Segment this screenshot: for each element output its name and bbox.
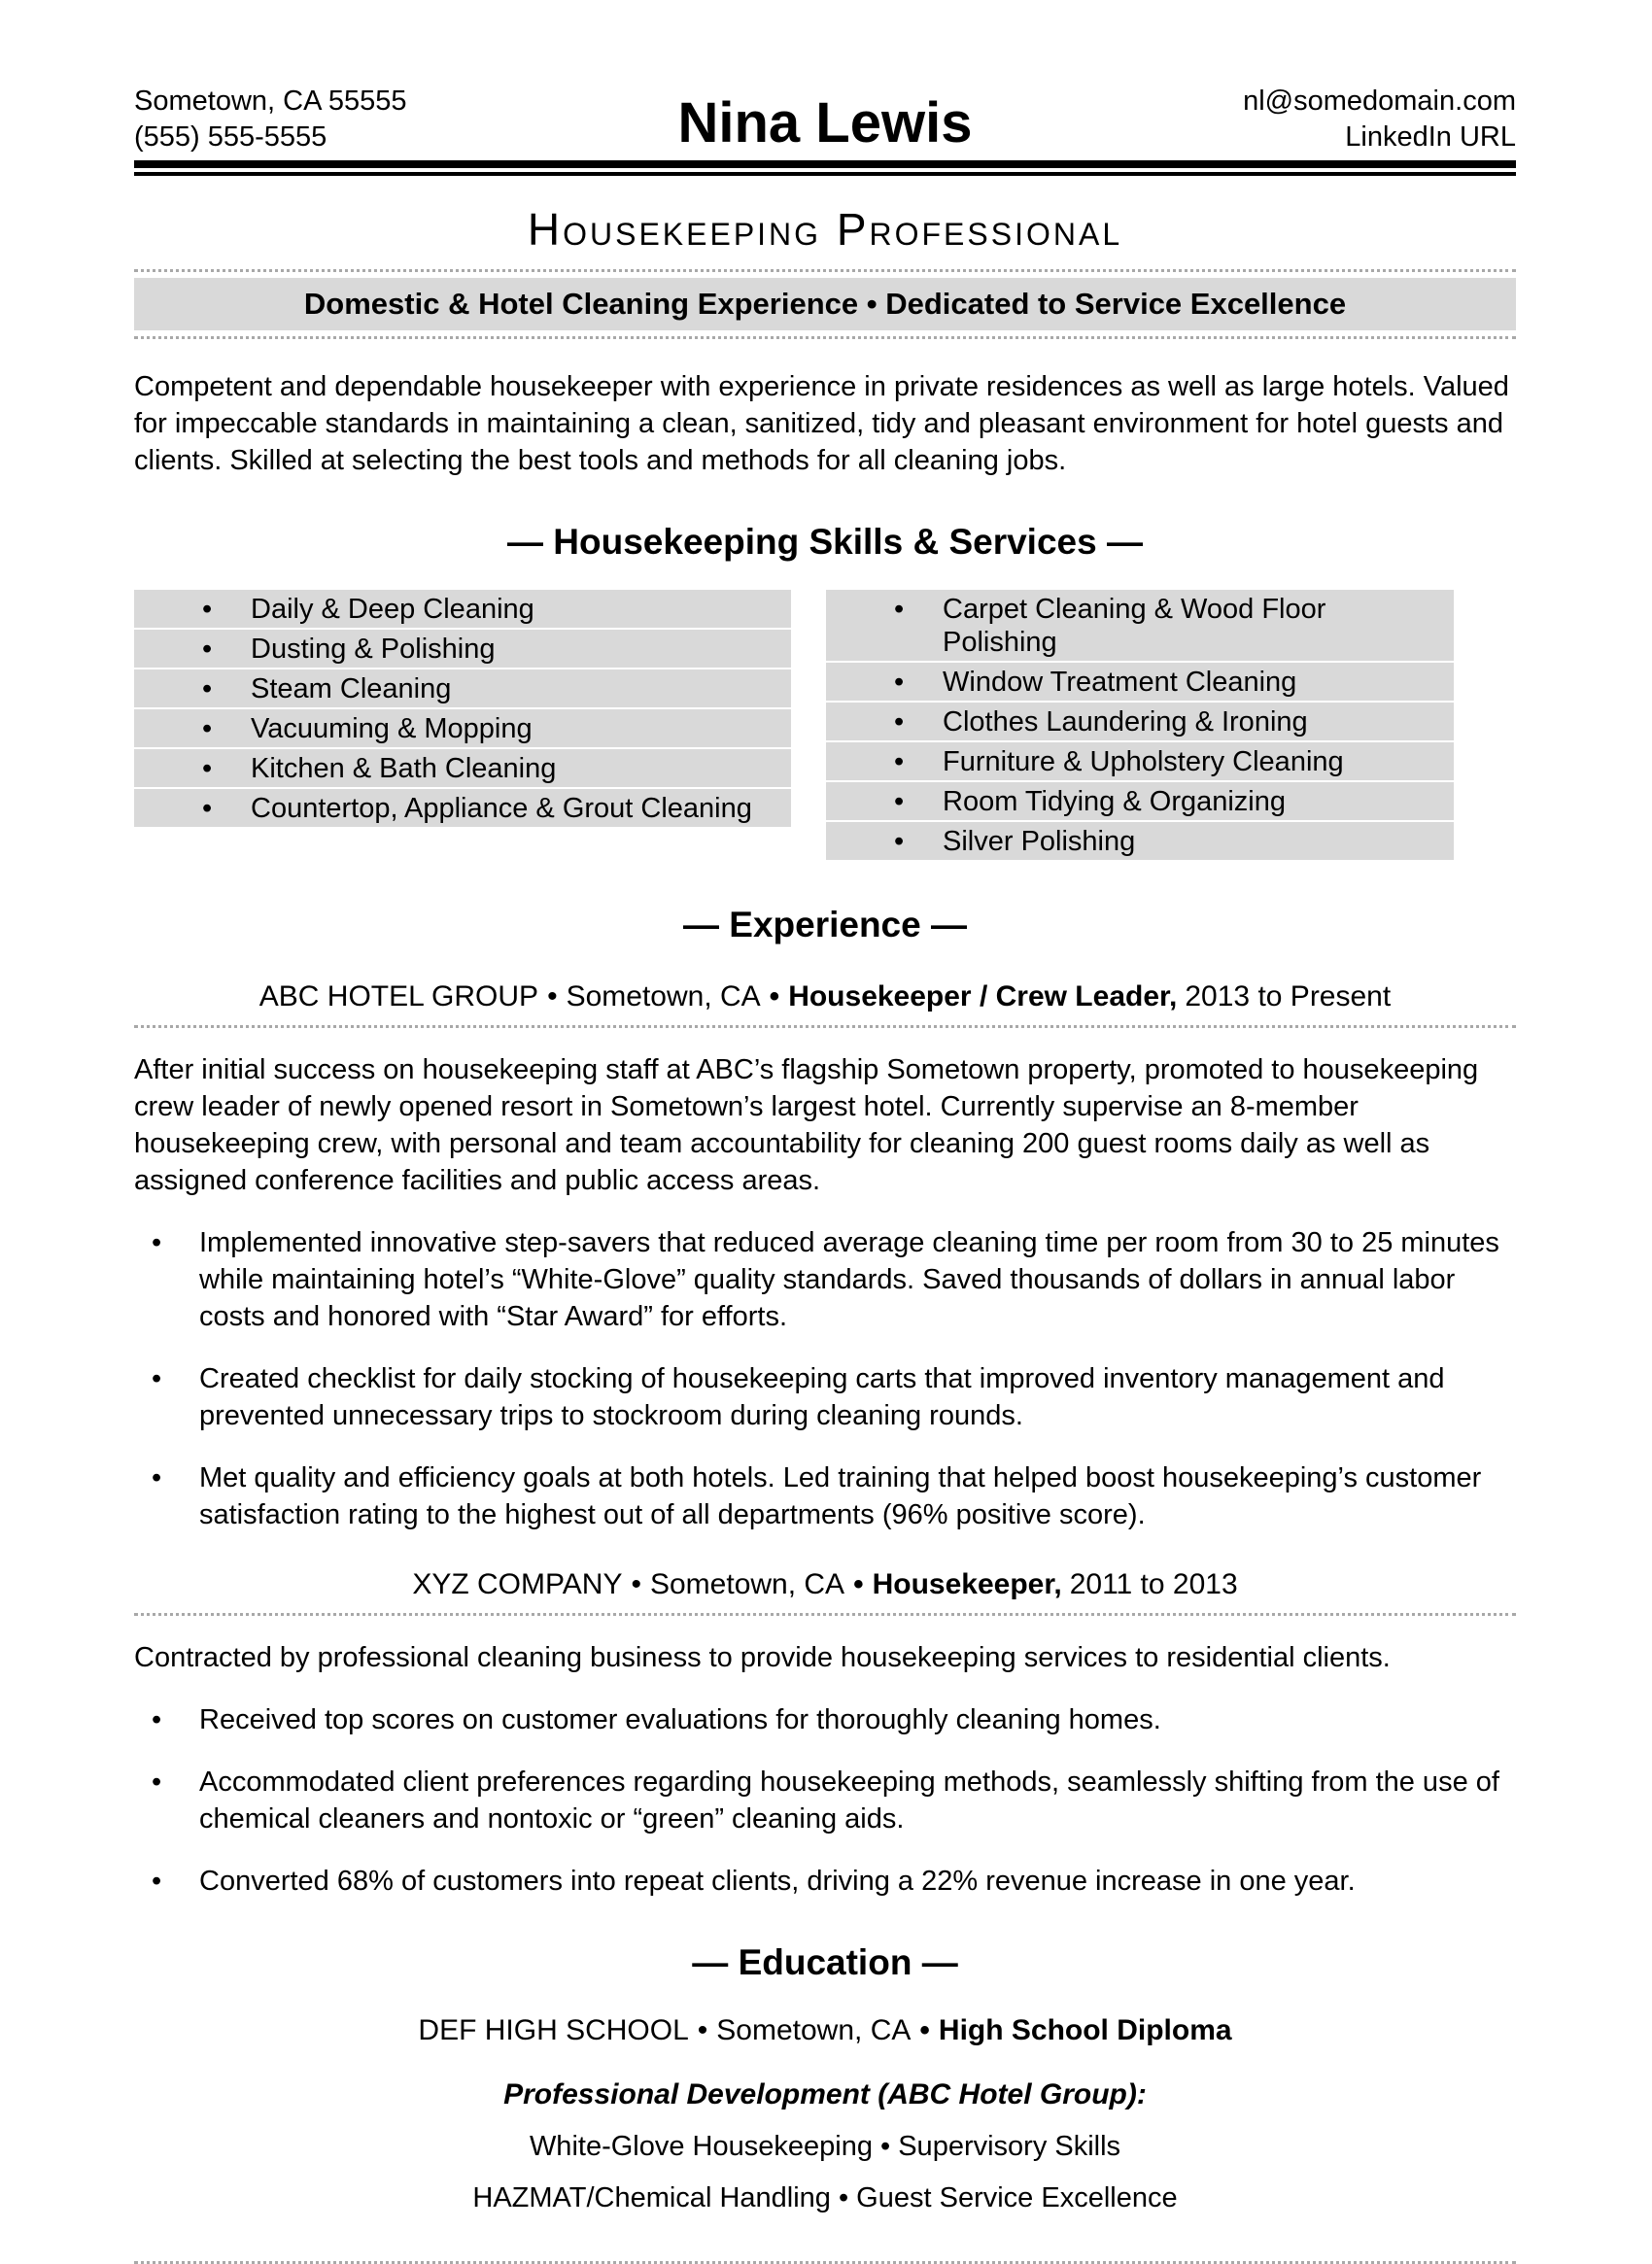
person-name: Nina Lewis [677,91,973,155]
document-title: Housekeeping Professional [527,204,1123,255]
header-contact-right [1059,84,1516,155]
job-dates: 2011 to 2013 [1069,1568,1238,1600]
skills-heading: — Housekeeping Skills & Services — [507,522,1143,562]
job-title: Housekeeper, [872,1568,1062,1600]
header-address: Sometown, CA 55555 [134,86,407,117]
header-rule-thick [134,160,1516,168]
bullet-separator: • [697,2014,708,2046]
professional-development-line: White-Glove Housekeeping • Supervisory Skills [529,2131,1121,2162]
skill-item: • Carpet Cleaning & Wood Floor Polishing [826,590,1454,661]
bullet-separator: • [769,980,780,1012]
skills-list-left [134,590,791,862]
school-location: Sometown, CA [716,2014,912,2046]
skill-item: • Dusting & Polishing [134,630,791,668]
divider-dotted [134,269,1516,272]
bullet-separator: • [853,1568,864,1600]
job-location: Sometown, CA [566,980,761,1012]
divider-dotted [134,1025,1516,1028]
divider-dotted [134,1613,1516,1616]
bullet-separator: • [919,2014,930,2046]
skill-item: • Daily & Deep Cleaning [134,590,791,628]
professional-development-line: HAZMAT/Chemical Handling • Guest Service Excellence [472,2182,1178,2213]
job-header [134,980,1516,1013]
header-rule-thin [134,172,1516,176]
divider-dotted [134,336,1516,339]
job-bullet-list [134,1701,1516,1900]
education-heading: — Education — [692,1942,958,1982]
skill-item: • Window Treatment Cleaning [826,663,1454,701]
skill-item: • Clothes Laundering & Ironing [826,703,1454,740]
company-name: ABC HOTEL GROUP [258,980,539,1012]
skill-item: • Silver Polishing [826,822,1454,860]
skill-item: • Countertop, Appliance & Grout Cleaning [134,789,791,827]
skills-list-right [826,590,1454,862]
skills-columns [134,590,1516,862]
header-email: nl@somedomain.com [1243,86,1516,117]
job-description: Contracted by professional cleaning business to provide housekeeping services to residential clients. [134,1642,1391,1673]
job-bullet: • Accommodated client preferences regarding housekeeping methods, seamlessly shifting from the use of chemical cleaners and nontoxic or “green” cleaning aids. [134,1764,1516,1837]
job-bullet: • Met quality and efficiency goals at both hotels. Led training that helped boost housekeeping’s customer satisfaction rating to the highest out of all departments (96% positive score). [134,1459,1516,1533]
experience-heading: — Experience — [682,905,967,944]
job-header [134,1568,1516,1601]
header-phone: (555) 555-5555 [134,121,327,153]
school-line [134,2014,1516,2047]
skill-item: • Furniture & Upholstery Cleaning [826,742,1454,780]
job-description: After initial success on housekeeping staff at ABC’s flagship Sometown property, promoted to housekeeping crew leader of newly opened resort in Sometown’s largest hotel. Currently supervise an 8-member housekeeping crew, with personal and team accountability for cleaning 200 guest rooms daily as well as assigned conference facilities and public access areas. [134,1054,1479,1196]
job-title: Housekeeper / Crew Leader, [788,980,1178,1012]
job-bullet: • Received top scores on customer evaluations for thoroughly cleaning homes. [134,1701,1516,1738]
job-bullet-list [134,1224,1516,1533]
company-name: XYZ COMPANY [412,1568,623,1600]
job-bullet: • Implemented innovative step-savers that reduced average cleaning time per room from 30 to 25 minutes while maintaining hotel’s “White-Glove” quality standards. Saved thousands of dollars in annual labor costs and honored with “Star Award” for efforts. [134,1224,1516,1335]
job-location: Sometown, CA [649,1568,845,1600]
professional-development-heading: Professional Development (ABC Hotel Group): [503,2078,1147,2110]
job-dates: 2013 to Present [1185,980,1392,1012]
header-contact-left [134,84,591,155]
job-bullet: • Created checklist for daily stocking of housekeeping carts that improved inventory management and prevented unnecessary trips to stockroom during cleaning rounds. [134,1360,1516,1434]
job-bullet: • Converted 68% of customers into repeat clients, driving a 22% revenue increase in one year. [134,1863,1516,1900]
school-name: DEF HIGH SCHOOL [418,2014,689,2046]
header [134,84,1516,155]
degree: High School Diploma [938,2014,1232,2046]
skill-item: • Steam Cleaning [134,669,791,707]
summary-paragraph: Competent and dependable housekeeper with experience in private residences as well as large hotels. Valued for impeccable standards in maintaining a clean, sanitized, tidy and pleasant environment for hotel guests and clients. Skilled at selecting the best tools and methods for all cleaning jobs. [134,371,1509,476]
header-linkedin: LinkedIn URL [1345,121,1516,153]
skill-item: • Room Tidying & Organizing [826,782,1454,820]
bullet-separator: • [631,1568,641,1600]
skill-item: • Kitchen & Bath Cleaning [134,749,791,787]
qualification-banner: Domestic & Hotel Cleaning Experience • Dedicated to Service Excellence [134,278,1516,330]
bullet-separator: • [547,980,558,1012]
skill-item: • Vacuuming & Mopping [134,709,791,747]
